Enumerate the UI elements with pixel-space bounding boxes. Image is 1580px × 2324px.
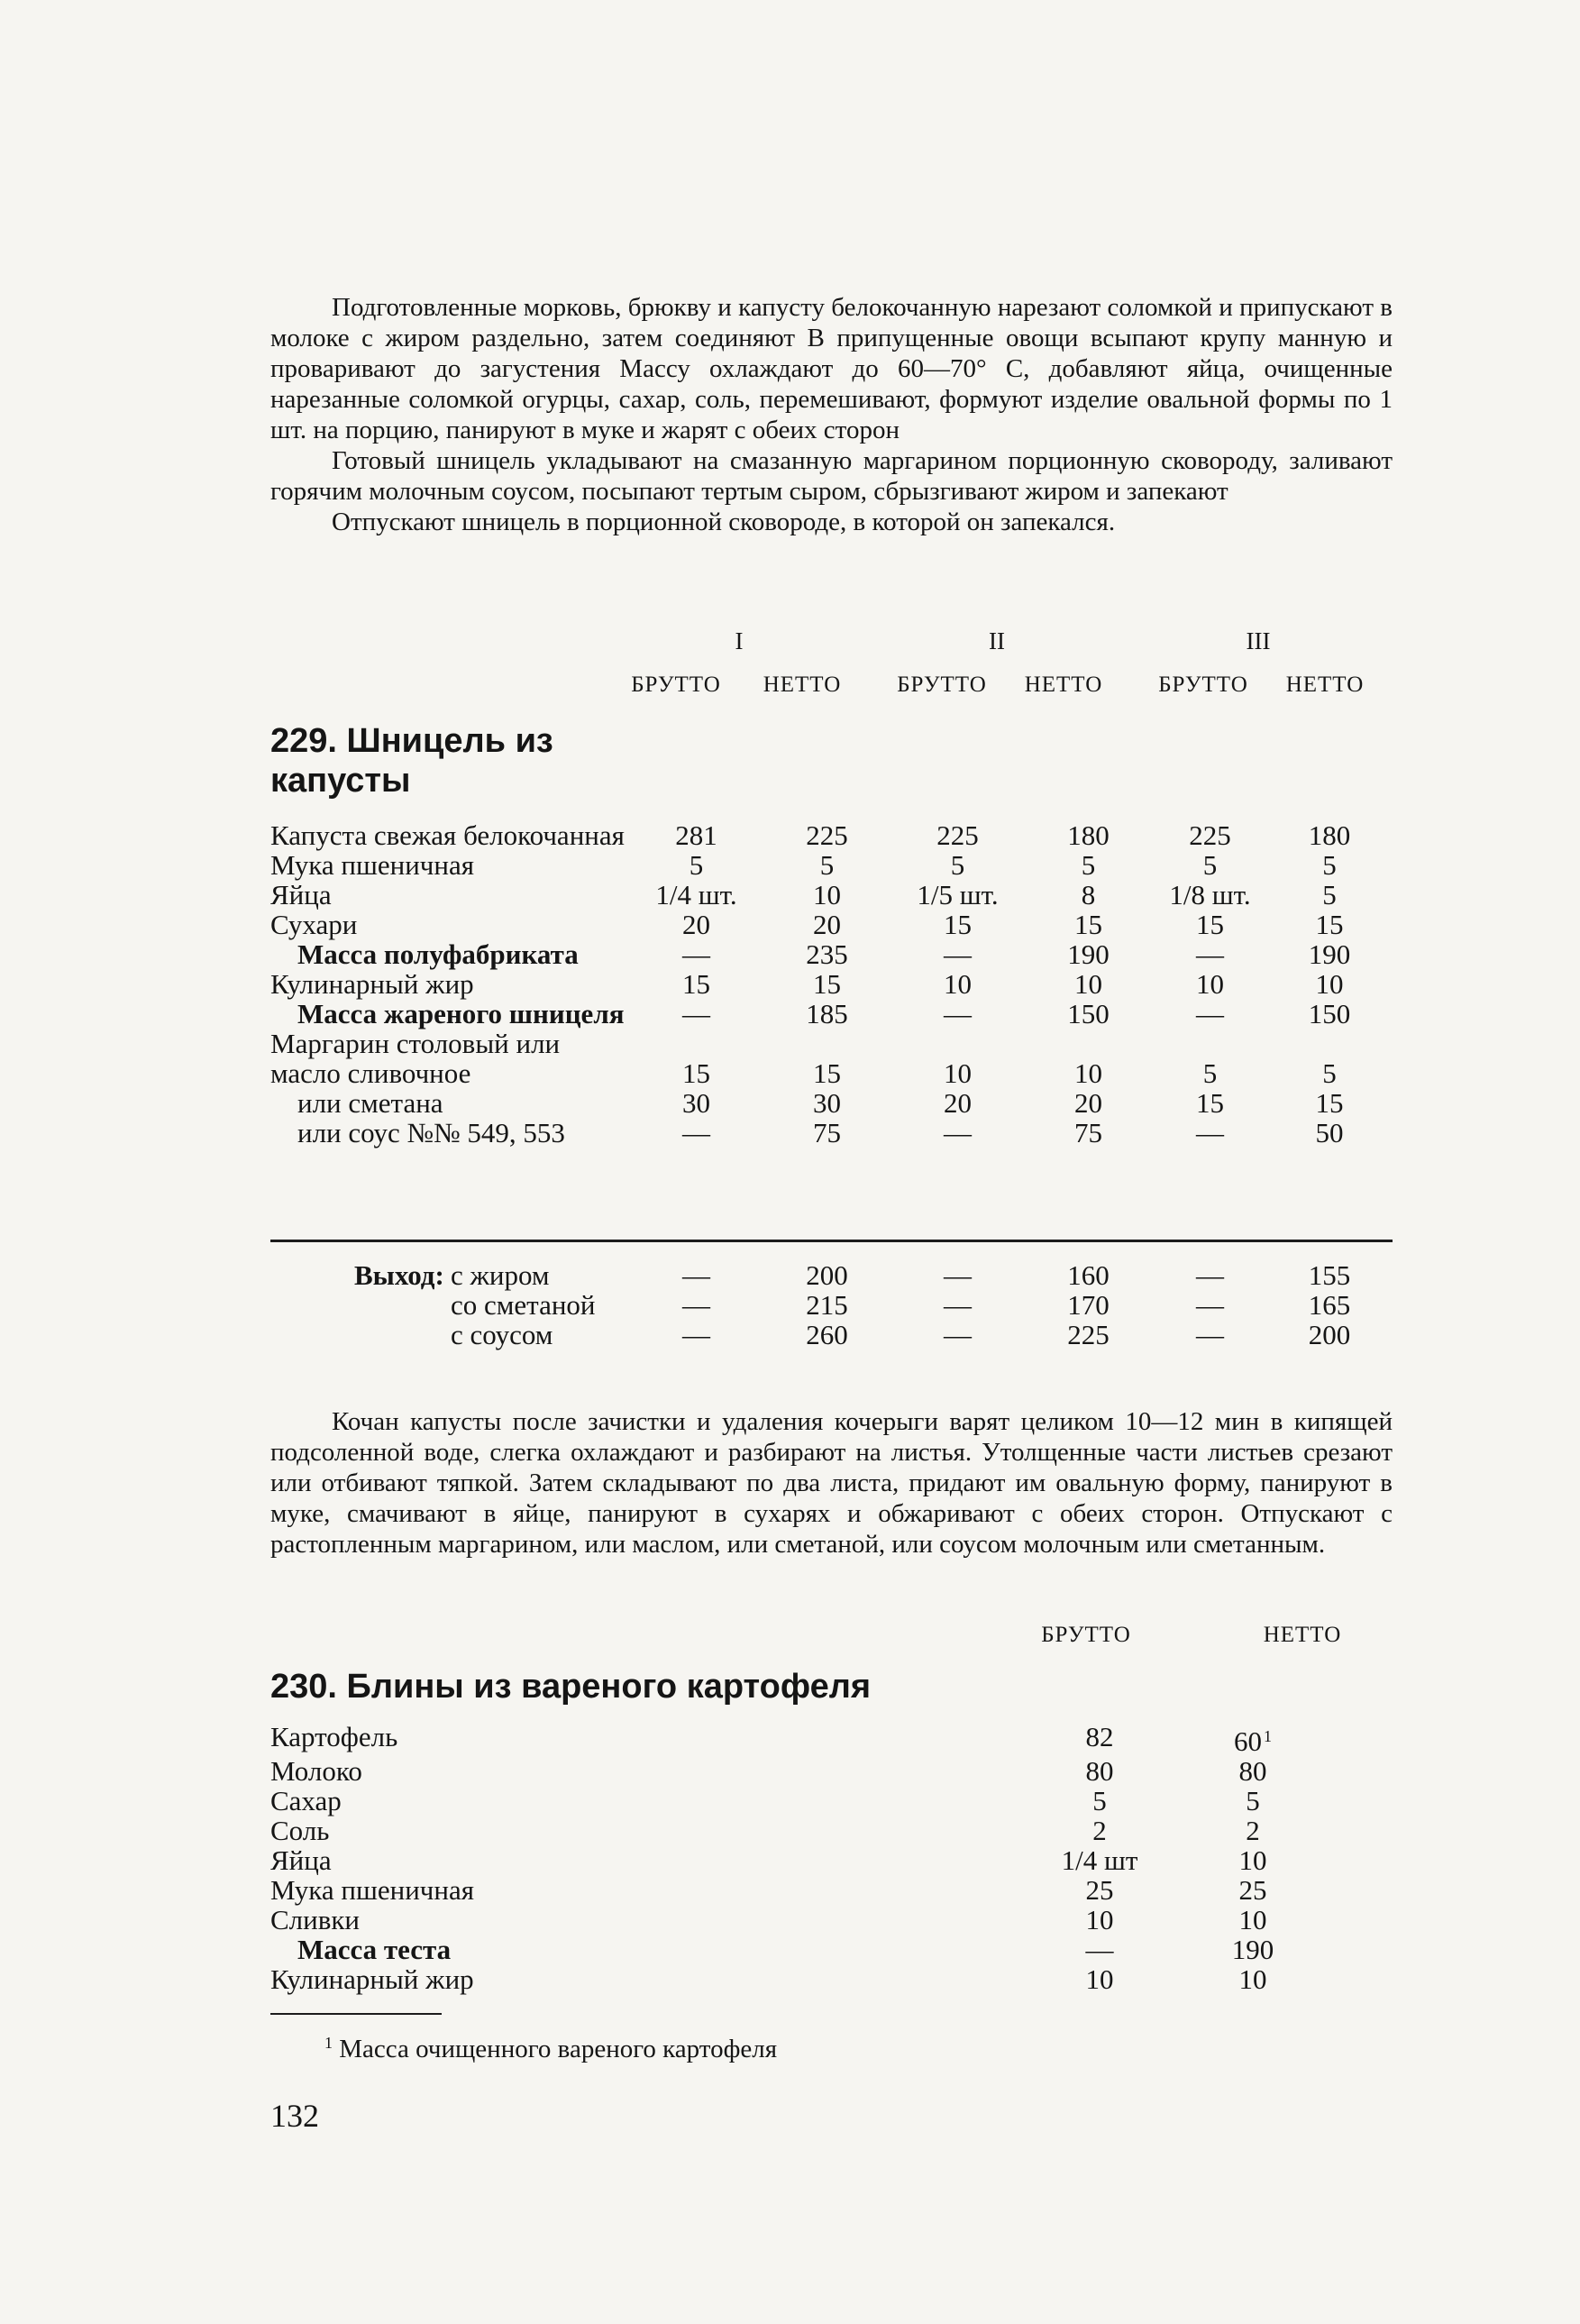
cell-value: 225 — [1189, 819, 1231, 851]
cell-value: 281 — [675, 819, 717, 851]
cell-value: 10 — [813, 879, 841, 910]
cell-value: 15 — [1074, 909, 1102, 940]
subheader-netto-1: НЕТТО — [763, 672, 842, 697]
cell-value: 5 — [1322, 879, 1337, 910]
ingredient-label: Картофель — [270, 1721, 398, 1752]
table-row — [270, 850, 1393, 880]
table-row — [270, 1845, 1334, 1875]
cell-value: 185 — [806, 998, 848, 1029]
cell-value: 235 — [806, 938, 848, 970]
cell-value: — — [682, 1117, 710, 1148]
column-header-ii: II — [989, 627, 1005, 654]
recipe-230-brutto-header: БРУТТО — [1041, 1623, 1131, 1647]
cell-value: 1/4 шт. — [655, 879, 737, 910]
table-row — [270, 1935, 1334, 1964]
cell-value: 5 — [1092, 1785, 1107, 1816]
table-row — [270, 1875, 1334, 1905]
cell-value: 15 — [1315, 909, 1344, 940]
cell-value: 225 — [806, 819, 848, 851]
cell-value: 5 — [1202, 849, 1218, 881]
table-row — [270, 1029, 1393, 1058]
table-row — [270, 1058, 1393, 1088]
recipe-229-description-text: Кочан капусты после зачистки и удаления кочерыги варят целиком 10—12 мин в кипящей подсоленной воде, слегка охлаждают и разбирают на листья. Утолщенные части листьев срезают или отбивают тяпкой. Затем складывают по два листа, придают им овальную форму, панируют в муке, смачивают в яйце, панируют в сухарях и обжаривают с обеих сторон. Отпускают с растопленным маргарином, или маслом, или сметаной, или соусом молочным или сметанным. — [270, 1407, 1393, 1559]
cell-value: 10 — [1085, 1963, 1114, 1995]
intro-paragraph-1: Подготовленные морковь, брюкву и капусту белокочанную нарезают соломкой и припускают в молоке с жиром раздельно, затем соединяют В припущенные овощи всыпают крупу манную и проваривают до загустения Массу охлаждают до 60—70° С, добавляют яйца, очищенные нарезанные соломкой огурцы, сахар, соль, перемешивают, формуют изделие овальной формы по 1 шт. на порцию, панируют в муке и жарят с обеих сторон — [270, 293, 1393, 444]
recipe-230-netto-header: НЕТТО — [1263, 1623, 1342, 1647]
cell-value: 150 — [1067, 998, 1110, 1029]
cell-value: 200 — [1308, 1319, 1351, 1350]
cell-value: — — [1196, 1289, 1224, 1321]
cell-value: — — [1196, 1319, 1224, 1350]
cell-value: 180 — [1308, 819, 1351, 851]
ingredient-label: Кулинарный жир — [270, 1963, 474, 1995]
cell-value: — — [944, 1289, 972, 1321]
subheader-brutto-1: БРУТТО — [631, 672, 721, 697]
cell-value: — — [682, 998, 710, 1029]
cell-value: 2 — [1246, 1815, 1260, 1846]
cell-value: 10 — [1196, 968, 1224, 1000]
cell-value: 50 — [1315, 1117, 1344, 1148]
ingredient-label: Мука пшеничная — [270, 1874, 474, 1906]
cell-value: 15 — [1196, 909, 1224, 940]
footnote-mark: 1 — [324, 2034, 333, 2052]
cell-value: — — [944, 938, 972, 970]
cell-value: 5 — [689, 849, 704, 881]
ingredient-label: Кулинарный жир — [270, 968, 474, 1000]
cell-value: 80 — [1085, 1755, 1114, 1787]
cell-value: 20 — [944, 1087, 972, 1119]
cell-value: 1/8 шт. — [1169, 879, 1251, 910]
cell-value: 215 — [806, 1289, 848, 1321]
cell-value: — — [1196, 1117, 1224, 1148]
footnote — [324, 2034, 777, 2064]
cell-value: 225 — [1067, 1319, 1110, 1350]
table-row — [451, 1260, 1393, 1290]
ingredient-label: Масса полуфабриката — [297, 938, 579, 970]
cell-value: — — [944, 1319, 972, 1350]
cell-value: 15 — [1196, 1087, 1224, 1119]
cell-value: 160 — [1067, 1259, 1110, 1291]
cell-value: 200 — [806, 1259, 848, 1291]
cell-value: 155 — [1308, 1259, 1351, 1291]
cell-value: 15 — [682, 1057, 710, 1089]
cell-value: 30 — [813, 1087, 841, 1119]
cell-value: 225 — [936, 819, 979, 851]
table-row — [270, 1722, 1334, 1756]
ingredient-label: Сливки — [270, 1904, 361, 1935]
cell-value: — — [1196, 938, 1224, 970]
subheader-netto-3: НЕТТО — [1285, 672, 1365, 697]
cell-value: 75 — [813, 1117, 841, 1148]
cell-value — [892, 1029, 1023, 1058]
cell-value: — — [682, 1289, 710, 1321]
cell-value: — — [944, 998, 972, 1029]
table-row — [270, 1786, 1334, 1816]
cell-value — [1172, 1722, 1334, 1756]
cell-value: — — [1196, 1259, 1224, 1291]
cell-value — [1266, 1029, 1393, 1058]
footnote-mark: 1 — [1264, 1727, 1272, 1745]
cell-value: 150 — [1308, 998, 1351, 1029]
ingredient-label: Яйца — [270, 879, 332, 910]
cell-value: 165 — [1308, 1289, 1351, 1321]
subheader-brutto-2: БРУТТО — [897, 672, 987, 697]
ingredient-label: Маргарин столовый или — [270, 1028, 561, 1059]
cell-value: 180 — [1067, 819, 1110, 851]
yield-label: Выход: — [354, 1259, 444, 1291]
cell-value: 75 — [1074, 1117, 1102, 1148]
cell-value: 25 — [1238, 1874, 1267, 1906]
yield-row-label: с соусом — [451, 1319, 553, 1350]
cell-value: 5 — [1322, 1057, 1337, 1089]
cell-value: 10 — [944, 968, 972, 1000]
cell-netto: 60 — [1234, 1725, 1262, 1757]
table-divider — [270, 1240, 1393, 1242]
intro-paragraph-2: Готовый шницель укладывают на смазанную маргарином порционную сковороду, заливают горячим молочным соусом, посыпают тертым сыром, сбрызгивают жиром и запекают — [270, 446, 1393, 506]
cell-value: 10 — [1315, 968, 1344, 1000]
ingredient-label: Масса жареного шницеля — [297, 998, 625, 1029]
cell-value: 260 — [806, 1319, 848, 1350]
recipe-229-description — [270, 1406, 1393, 1560]
cell-value: — — [682, 1319, 710, 1350]
cell-value: 2 — [1092, 1815, 1107, 1846]
cell-value: 5 — [1246, 1785, 1260, 1816]
column-header-i: I — [735, 627, 744, 654]
cell-value: — — [1085, 1934, 1114, 1965]
recipe-229-yield-table — [451, 1260, 1393, 1350]
ingredient-label: Молоко — [270, 1755, 362, 1787]
ingredient-label: Соль — [270, 1815, 330, 1846]
cell-value: 20 — [682, 909, 710, 940]
cell-value: 190 — [1308, 938, 1351, 970]
recipe-230-title: 230. Блины из вареного картофеля — [270, 1668, 872, 1706]
recipe-229-title: 229. Шницель из капусты — [270, 722, 553, 800]
cell-value: 20 — [813, 909, 841, 940]
footnote-text: Масса очищенного вареного картофеля — [339, 2035, 778, 2063]
ingredient-label: масло сливочное — [270, 1057, 471, 1089]
cell-value: 5 — [819, 849, 835, 881]
cell-value: 5 — [1322, 849, 1337, 881]
cell-value: 10 — [1238, 1904, 1267, 1935]
cell-value: 190 — [1231, 1934, 1274, 1965]
table-row — [270, 880, 1393, 910]
cell-value: 5 — [1081, 849, 1096, 881]
cell-value: 10 — [1238, 1844, 1267, 1876]
ingredient-label: Сахар — [270, 1785, 342, 1816]
table-row — [270, 939, 1393, 969]
cell-value: 5 — [950, 849, 965, 881]
cell-value: 15 — [813, 1057, 841, 1089]
footnote-divider — [270, 2013, 442, 2015]
cell-value — [631, 1029, 762, 1058]
cell-value: 80 — [1238, 1755, 1267, 1787]
intro-text — [270, 292, 1393, 537]
subheader-netto-2: НЕТТО — [1024, 672, 1103, 697]
ingredient-label: Капуста свежая белокочанная — [270, 819, 625, 851]
ingredient-label: Масса теста — [297, 1934, 452, 1965]
table-row — [270, 1088, 1393, 1118]
cell-value — [1023, 1029, 1154, 1058]
ingredient-label: или сметана — [297, 1087, 443, 1119]
table-row — [270, 820, 1393, 850]
cell-value: 5 — [1202, 1057, 1218, 1089]
table-row — [270, 910, 1393, 939]
cell-value — [762, 1029, 892, 1058]
table-row — [451, 1320, 1393, 1350]
cell-value: — — [944, 1117, 972, 1148]
ingredient-label: Яйца — [270, 1844, 332, 1876]
cell-value: 8 — [1081, 879, 1096, 910]
table-row — [270, 969, 1393, 999]
yield-row-label: с жиром — [451, 1259, 550, 1291]
ingredient-label: Сухари — [270, 909, 358, 940]
ingredient-label: или соус №№ 549, 553 — [297, 1117, 565, 1148]
cell-value: 1/4 шт — [1061, 1844, 1138, 1876]
table-row — [270, 1964, 1334, 1994]
cell-value: 25 — [1085, 1874, 1114, 1906]
cell-value: 20 — [1074, 1087, 1102, 1119]
page-number: 132 — [270, 2098, 319, 2134]
cell-value: 15 — [682, 968, 710, 1000]
cell-value: — — [1196, 998, 1224, 1029]
cell-value — [1154, 1029, 1266, 1058]
cell-value: 10 — [1074, 968, 1102, 1000]
cell-value: 1/5 шт. — [917, 879, 999, 910]
recipe-229-ingredients-table — [270, 820, 1393, 1148]
column-header-iii: III — [1246, 627, 1271, 654]
table-row — [451, 1290, 1393, 1320]
intro-paragraph-3: Отпускают шницель в порционной сковороде, в которой он запекался. — [332, 508, 1116, 536]
table-row — [270, 999, 1393, 1029]
recipe-230-ingredients-table — [270, 1722, 1334, 1994]
cell-value: 15 — [1315, 1087, 1344, 1119]
table-row — [270, 1756, 1334, 1786]
cell-value: 190 — [1067, 938, 1110, 970]
cell-value: 82 — [1085, 1721, 1114, 1752]
cell-value: — — [682, 1259, 710, 1291]
cell-value: 30 — [682, 1087, 710, 1119]
cell-value: — — [682, 938, 710, 970]
cell-value: 170 — [1067, 1289, 1110, 1321]
cell-value: 10 — [1238, 1963, 1267, 1995]
subheader-brutto-3: БРУТТО — [1158, 672, 1248, 697]
yield-row-label: со сметаной — [451, 1289, 596, 1321]
table-row — [270, 1816, 1334, 1845]
ingredient-label: Мука пшеничная — [270, 849, 474, 881]
cell-value: 10 — [1074, 1057, 1102, 1089]
cell-value: — — [944, 1259, 972, 1291]
table-row — [270, 1905, 1334, 1935]
cell-value: 10 — [944, 1057, 972, 1089]
cell-value: 15 — [944, 909, 972, 940]
table-row — [270, 1118, 1393, 1148]
cell-value: 15 — [813, 968, 841, 1000]
cell-value: 10 — [1085, 1904, 1114, 1935]
